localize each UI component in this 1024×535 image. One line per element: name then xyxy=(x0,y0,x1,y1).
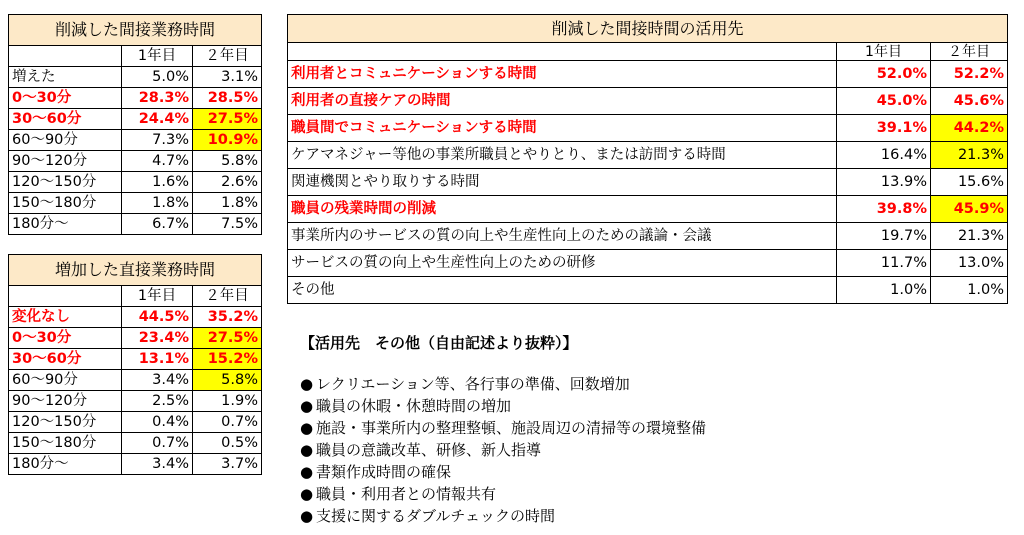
usage-table xyxy=(287,14,1008,304)
list-item xyxy=(300,417,1000,439)
table-row xyxy=(288,115,1008,142)
bullet-icon: ● xyxy=(300,441,314,459)
list-item xyxy=(300,505,1000,527)
column-header: 1年目 xyxy=(837,43,931,61)
cell-value: 1.8% xyxy=(122,193,193,214)
table-row xyxy=(9,172,262,193)
row-label: 職員の残業時間の削減 xyxy=(288,196,837,223)
cell-value: 13.0% xyxy=(931,250,1008,277)
cell-value: 1.9% xyxy=(193,391,262,412)
cell-value: 7.5% xyxy=(193,214,262,235)
cell-value-highlighted: 10.9% xyxy=(193,130,262,151)
cell-value: 0.7% xyxy=(122,433,193,454)
cell-value: 2.6% xyxy=(193,172,262,193)
table-row xyxy=(288,61,1008,88)
table-title: 増加した直接業務時間 xyxy=(9,255,262,286)
table-row xyxy=(288,142,1008,169)
cell-value: 1.6% xyxy=(122,172,193,193)
cell-value: 35.2% xyxy=(193,307,262,328)
row-label: 60～90分 xyxy=(9,130,122,151)
cell-value: 45.6% xyxy=(931,88,1008,115)
list-item-text: レクリエーション等、各行事の準備、回数増加 xyxy=(316,375,630,393)
row-label: 増えた xyxy=(9,67,122,88)
list-item xyxy=(300,373,1000,395)
row-label: 150～180分 xyxy=(9,433,122,454)
cell-value: 13.1% xyxy=(122,349,193,370)
row-label: 30～60分 xyxy=(9,109,122,130)
table-row xyxy=(288,277,1008,304)
cell-value: 16.4% xyxy=(837,142,931,169)
list-item-text: 職員の意識改革、研修、新人指導 xyxy=(316,441,542,459)
row-label: 0～30分 xyxy=(9,88,122,109)
cell-value: 4.7% xyxy=(122,151,193,172)
list-item xyxy=(300,461,1000,483)
table-row xyxy=(9,151,262,172)
table-row xyxy=(9,67,262,88)
list-item-text: 書類作成時間の確保 xyxy=(316,463,452,481)
row-label: 150～180分 xyxy=(9,193,122,214)
cell-value: 0.7% xyxy=(193,412,262,433)
column-header: ２年目 xyxy=(193,46,262,67)
cell-value: 24.4% xyxy=(122,109,193,130)
list-item-text: 職員の休暇・休憩時間の増加 xyxy=(316,397,512,415)
table-row xyxy=(9,412,262,433)
cell-value: 2.5% xyxy=(122,391,193,412)
cell-value: 45.0% xyxy=(837,88,931,115)
cell-value: 52.2% xyxy=(931,61,1008,88)
row-label: 事業所内のサービスの質の向上や生産性向上のための議論・会議 xyxy=(288,223,837,250)
increased-direct-table xyxy=(8,254,262,475)
notes-title: 【活用先 その他（自由記述より抜粋）】 xyxy=(300,334,578,352)
row-label: 120～150分 xyxy=(9,172,122,193)
column-header: ２年目 xyxy=(193,286,262,307)
reduced-indirect-table xyxy=(8,14,262,235)
cell-value: 23.4% xyxy=(122,328,193,349)
notes-list xyxy=(300,373,1000,527)
cell-value: 52.0% xyxy=(837,61,931,88)
bullet-icon: ● xyxy=(300,463,314,481)
table-title: 削減した間接業務時間 xyxy=(9,15,262,46)
list-item xyxy=(300,395,1000,417)
cell-value-highlighted: 27.5% xyxy=(193,109,262,130)
row-label: その他 xyxy=(288,277,837,304)
row-label: 120～150分 xyxy=(9,412,122,433)
table-row xyxy=(9,130,262,151)
cell-value: 3.7% xyxy=(193,454,262,475)
list-item-text: 施設・事業所内の整理整頓、施設周辺の清掃等の環境整備 xyxy=(316,419,707,437)
table-row xyxy=(288,196,1008,223)
table-row xyxy=(288,169,1008,196)
table-row xyxy=(9,349,262,370)
cell-value: 19.7% xyxy=(837,223,931,250)
cell-value-highlighted: 15.2% xyxy=(193,349,262,370)
table-title: 削減した間接時間の活用先 xyxy=(288,15,1008,43)
column-header: ２年目 xyxy=(931,43,1008,61)
cell-value-highlighted: 5.8% xyxy=(193,370,262,391)
table-row xyxy=(9,307,262,328)
column-header: 1年目 xyxy=(122,286,193,307)
table-row xyxy=(9,370,262,391)
bullet-icon: ● xyxy=(300,397,314,415)
cell-value-highlighted: 44.2% xyxy=(931,115,1008,142)
row-label: 180分～ xyxy=(9,454,122,475)
row-label: サービスの質の向上や生産性向上のための研修 xyxy=(288,250,837,277)
cell-value: 1.8% xyxy=(193,193,262,214)
list-item xyxy=(300,483,1000,505)
table-row xyxy=(9,328,262,349)
row-label: 0～30分 xyxy=(9,328,122,349)
row-label: 90～120分 xyxy=(9,391,122,412)
cell-value: 13.9% xyxy=(837,169,931,196)
table-row xyxy=(288,223,1008,250)
table-row xyxy=(288,250,1008,277)
cell-value: 28.5% xyxy=(193,88,262,109)
cell-value: 3.4% xyxy=(122,454,193,475)
cell-value: 3.1% xyxy=(193,67,262,88)
table-row xyxy=(9,214,262,235)
cell-value-highlighted: 21.3% xyxy=(931,142,1008,169)
row-label: 30～60分 xyxy=(9,349,122,370)
cell-value: 5.0% xyxy=(122,67,193,88)
row-label: 利用者とコミュニケーションする時間 xyxy=(288,61,837,88)
cell-value: 44.5% xyxy=(122,307,193,328)
cell-value: 0.5% xyxy=(193,433,262,454)
table-row xyxy=(9,88,262,109)
cell-value: 39.8% xyxy=(837,196,931,223)
cell-value: 7.3% xyxy=(122,130,193,151)
table-row xyxy=(9,109,262,130)
other-uses-notes xyxy=(300,332,1000,527)
bullet-icon: ● xyxy=(300,419,314,437)
bullet-icon: ● xyxy=(300,507,314,525)
list-item-text: 支援に関するダブルチェックの時間 xyxy=(316,507,555,525)
cell-value: 28.3% xyxy=(122,88,193,109)
table-row xyxy=(9,193,262,214)
list-item-text: 職員・利用者との情報共有 xyxy=(316,485,497,503)
cell-value: 3.4% xyxy=(122,370,193,391)
cell-value: 0.4% xyxy=(122,412,193,433)
bullet-icon: ● xyxy=(300,375,314,393)
cell-value: 11.7% xyxy=(837,250,931,277)
table-row xyxy=(9,391,262,412)
table-row xyxy=(9,433,262,454)
row-label: 職員間でコミュニケーションする時間 xyxy=(288,115,837,142)
list-item xyxy=(300,439,1000,461)
column-header: 1年目 xyxy=(122,46,193,67)
row-label: 180分～ xyxy=(9,214,122,235)
cell-value: 6.7% xyxy=(122,214,193,235)
row-label: 関連機関とやり取りする時間 xyxy=(288,169,837,196)
row-label: 変化なし xyxy=(9,307,122,328)
row-label: 90～120分 xyxy=(9,151,122,172)
cell-value: 15.6% xyxy=(931,169,1008,196)
row-label: ケアマネジャー等他の事業所職員とやりとり、または訪問する時間 xyxy=(288,142,837,169)
row-label: 60～90分 xyxy=(9,370,122,391)
cell-value-highlighted: 45.9% xyxy=(931,196,1008,223)
cell-value: 21.3% xyxy=(931,223,1008,250)
cell-value-highlighted: 27.5% xyxy=(193,328,262,349)
cell-value: 1.0% xyxy=(837,277,931,304)
table-row xyxy=(9,454,262,475)
row-label: 利用者の直接ケアの時間 xyxy=(288,88,837,115)
cell-value: 39.1% xyxy=(837,115,931,142)
cell-value: 5.8% xyxy=(193,151,262,172)
cell-value: 1.0% xyxy=(931,277,1008,304)
bullet-icon: ● xyxy=(300,485,314,503)
table-row xyxy=(288,88,1008,115)
